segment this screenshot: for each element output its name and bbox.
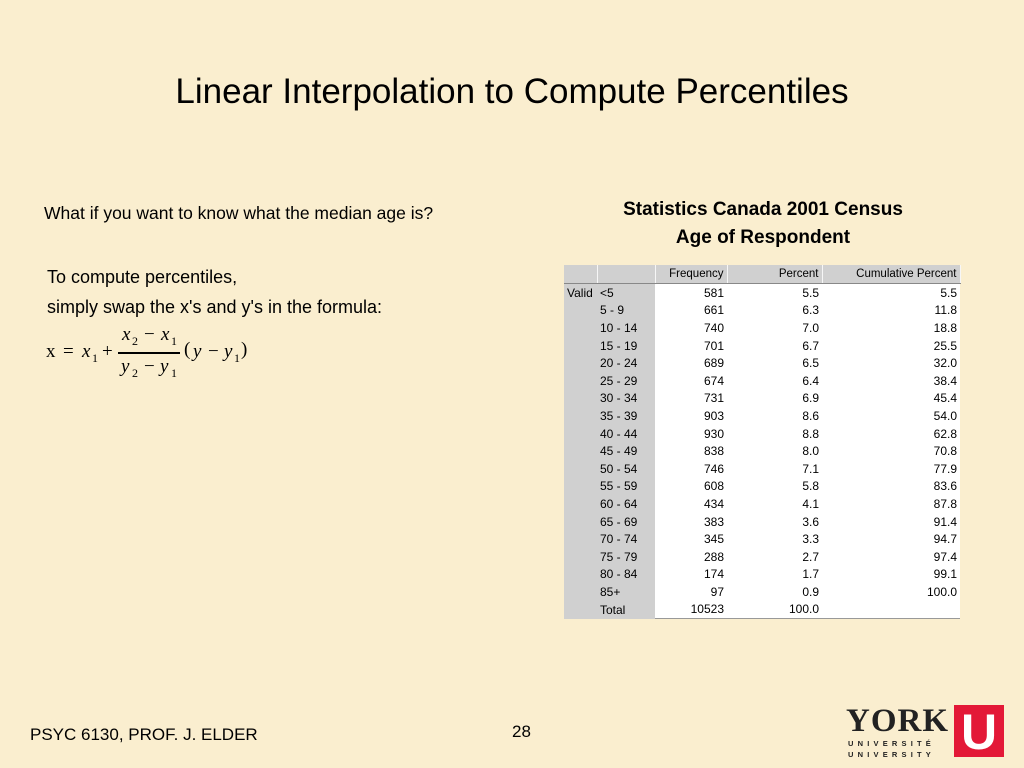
row-percent: 3.6 — [727, 513, 822, 531]
row-cumulative-percent: 25.5 — [822, 337, 960, 355]
header-category — [597, 265, 655, 284]
row-percent: 5.5 — [727, 284, 822, 302]
row-stub-cell — [564, 302, 597, 320]
row-percent: 4.1 — [727, 495, 822, 513]
row-age-group: 5 - 9 — [597, 302, 655, 320]
row-percent: 3.3 — [727, 530, 822, 548]
table-heading — [564, 196, 962, 252]
row-age-group: 50 - 54 — [597, 460, 655, 478]
row-age-group: 65 - 69 — [597, 513, 655, 531]
row-cumulative-percent: 99.1 — [822, 566, 960, 584]
row-stub-cell — [564, 442, 597, 460]
row-frequency: 434 — [655, 495, 727, 513]
row-frequency: 740 — [655, 319, 727, 337]
row-cumulative-percent: 18.8 — [822, 319, 960, 337]
row-cumulative-percent: 94.7 — [822, 530, 960, 548]
row-cumulative-percent: 54.0 — [822, 407, 960, 425]
formula-equals: = — [63, 341, 74, 362]
row-age-group: 15 - 19 — [597, 337, 655, 355]
row-percent: 7.0 — [727, 319, 822, 337]
intro-text — [47, 262, 382, 322]
row-stub-cell — [564, 513, 597, 531]
row-percent: 0.9 — [727, 583, 822, 601]
row-age-group: 20 - 24 — [597, 354, 655, 372]
row-frequency: 930 — [655, 425, 727, 443]
table-row — [564, 302, 960, 320]
table-row — [564, 583, 960, 601]
formula-num-x1: x — [161, 324, 170, 345]
york-university-logo — [846, 703, 1008, 761]
row-age-group: 25 - 29 — [597, 372, 655, 390]
row-percent: 100.0 — [727, 601, 822, 619]
row-frequency: 746 — [655, 460, 727, 478]
header-frequency: Frequency — [655, 265, 727, 284]
row-percent: 6.5 — [727, 354, 822, 372]
row-percent: 1.7 — [727, 566, 822, 584]
table-row — [564, 530, 960, 548]
row-frequency: 581 — [655, 284, 727, 302]
formula-x1-sub: 1 — [92, 351, 98, 365]
intro-line-1: To compute percentiles, — [47, 267, 238, 287]
row-frequency: 10523 — [655, 601, 727, 619]
row-percent: 7.1 — [727, 460, 822, 478]
formula-den-y1-sub: 1 — [171, 366, 177, 380]
table-row — [564, 495, 960, 513]
row-cumulative-percent: 91.4 — [822, 513, 960, 531]
row-cumulative-percent: 11.8 — [822, 302, 960, 320]
row-percent: 5.8 — [727, 478, 822, 496]
table-header-row — [564, 265, 960, 284]
formula-num-minus: − — [144, 324, 155, 345]
row-frequency: 608 — [655, 478, 727, 496]
formula-num-x2: x — [122, 324, 131, 345]
row-percent: 2.7 — [727, 548, 822, 566]
row-age-group: 70 - 74 — [597, 530, 655, 548]
row-stub-cell — [564, 425, 597, 443]
table-row — [564, 372, 960, 390]
formula-lparen: ( — [184, 339, 191, 360]
row-stub-cell — [564, 319, 597, 337]
row-cumulative-percent: 70.8 — [822, 442, 960, 460]
table-row — [564, 601, 960, 619]
row-cumulative-percent — [822, 601, 960, 619]
row-stub-cell — [564, 566, 597, 584]
formula-x1: x — [82, 341, 91, 362]
row-frequency: 97 — [655, 583, 727, 601]
slide-title: Linear Interpolation to Compute Percentiles — [175, 72, 849, 111]
table-body — [564, 284, 960, 619]
formula-num-x1-sub: 1 — [171, 334, 177, 348]
row-cumulative-percent: 32.0 — [822, 354, 960, 372]
row-frequency: 689 — [655, 354, 727, 372]
formula-y: y — [193, 341, 202, 362]
row-percent: 8.6 — [727, 407, 822, 425]
row-cumulative-percent: 83.6 — [822, 478, 960, 496]
row-cumulative-percent: 97.4 — [822, 548, 960, 566]
table-heading-line-1: Statistics Canada 2001 Census — [623, 199, 903, 220]
logo-wordmark: YORK — [846, 703, 949, 739]
row-stub-cell — [564, 390, 597, 408]
table-heading-line-2: Age of Respondent — [675, 227, 851, 248]
row-frequency: 288 — [655, 548, 727, 566]
fraction-bar — [118, 352, 180, 354]
row-stub-cell — [564, 407, 597, 425]
table-row — [564, 337, 960, 355]
formula-y1: y — [224, 341, 233, 362]
interpolation-formula — [46, 322, 286, 384]
row-age-group: <5 — [597, 284, 655, 302]
row-frequency: 903 — [655, 407, 727, 425]
row-age-group: 10 - 14 — [597, 319, 655, 337]
row-stub-cell: Valid — [564, 284, 597, 302]
census-table-container — [564, 265, 960, 619]
table-row — [564, 425, 960, 443]
formula-rparen: ) — [241, 339, 248, 360]
row-stub-cell — [564, 495, 597, 513]
row-percent: 6.4 — [727, 372, 822, 390]
logo-line-university: UNIVERSITY — [848, 750, 936, 759]
question-text: What if you want to know what the median age is? — [44, 203, 434, 223]
census-table — [564, 265, 961, 619]
row-age-group: Total — [597, 601, 655, 619]
formula-den-y2-sub: 2 — [132, 366, 138, 380]
page-number: 28 — [512, 722, 531, 741]
row-stub-cell — [564, 337, 597, 355]
formula-minus: − — [208, 341, 219, 362]
header-stub — [564, 265, 597, 284]
row-cumulative-percent: 100.0 — [822, 583, 960, 601]
row-cumulative-percent: 45.4 — [822, 390, 960, 408]
table-row — [564, 407, 960, 425]
row-frequency: 383 — [655, 513, 727, 531]
header-percent: Percent — [727, 265, 822, 284]
formula-num-x2-sub: 2 — [132, 334, 138, 348]
row-stub-cell — [564, 548, 597, 566]
table-row — [564, 513, 960, 531]
row-age-group: 30 - 34 — [597, 390, 655, 408]
row-stub-cell — [564, 478, 597, 496]
row-age-group: 35 - 39 — [597, 407, 655, 425]
footer-course: PSYC 6130, PROF. J. ELDER — [30, 725, 258, 744]
row-stub-cell — [564, 530, 597, 548]
formula-plus: + — [102, 341, 113, 362]
row-stub-cell — [564, 460, 597, 478]
row-stub-cell — [564, 354, 597, 372]
row-cumulative-percent: 77.9 — [822, 460, 960, 478]
row-age-group: 45 - 49 — [597, 442, 655, 460]
row-age-group: 80 - 84 — [597, 566, 655, 584]
formula-den-y2: y — [121, 356, 130, 377]
table-row — [564, 548, 960, 566]
row-frequency: 838 — [655, 442, 727, 460]
row-frequency: 731 — [655, 390, 727, 408]
row-frequency: 345 — [655, 530, 727, 548]
row-stub-cell — [564, 372, 597, 390]
table-row — [564, 442, 960, 460]
table-row — [564, 319, 960, 337]
row-frequency: 674 — [655, 372, 727, 390]
row-percent: 6.7 — [727, 337, 822, 355]
formula-y1-sub: 1 — [234, 351, 240, 365]
row-percent: 6.9 — [727, 390, 822, 408]
row-percent: 8.8 — [727, 425, 822, 443]
row-cumulative-percent: 87.8 — [822, 495, 960, 513]
row-frequency: 701 — [655, 337, 727, 355]
row-stub-cell — [564, 601, 597, 619]
row-cumulative-percent: 5.5 — [822, 284, 960, 302]
formula-den-minus: − — [144, 356, 155, 377]
row-percent: 8.0 — [727, 442, 822, 460]
logo-line-universite: UNIVERSITÉ — [848, 739, 936, 748]
row-cumulative-percent: 62.8 — [822, 425, 960, 443]
york-u-icon — [954, 705, 1004, 757]
row-cumulative-percent: 38.4 — [822, 372, 960, 390]
table-row — [564, 284, 960, 302]
row-age-group: 55 - 59 — [597, 478, 655, 496]
logo-u-letter: U — [960, 705, 998, 757]
intro-line-2: simply swap the x's and y's in the formula: — [47, 297, 383, 317]
row-stub-cell — [564, 583, 597, 601]
table-row — [564, 354, 960, 372]
table-row — [564, 478, 960, 496]
row-age-group: 75 - 79 — [597, 548, 655, 566]
row-frequency: 661 — [655, 302, 727, 320]
header-cumulative-percent: Cumulative Percent — [822, 265, 960, 284]
row-age-group: 40 - 44 — [597, 425, 655, 443]
table-row — [564, 390, 960, 408]
row-age-group: 85+ — [597, 583, 655, 601]
table-row — [564, 566, 960, 584]
row-percent: 6.3 — [727, 302, 822, 320]
table-row — [564, 460, 960, 478]
formula-lhs: x — [46, 341, 56, 362]
row-age-group: 60 - 64 — [597, 495, 655, 513]
formula-den-y1: y — [160, 356, 169, 377]
row-frequency: 174 — [655, 566, 727, 584]
